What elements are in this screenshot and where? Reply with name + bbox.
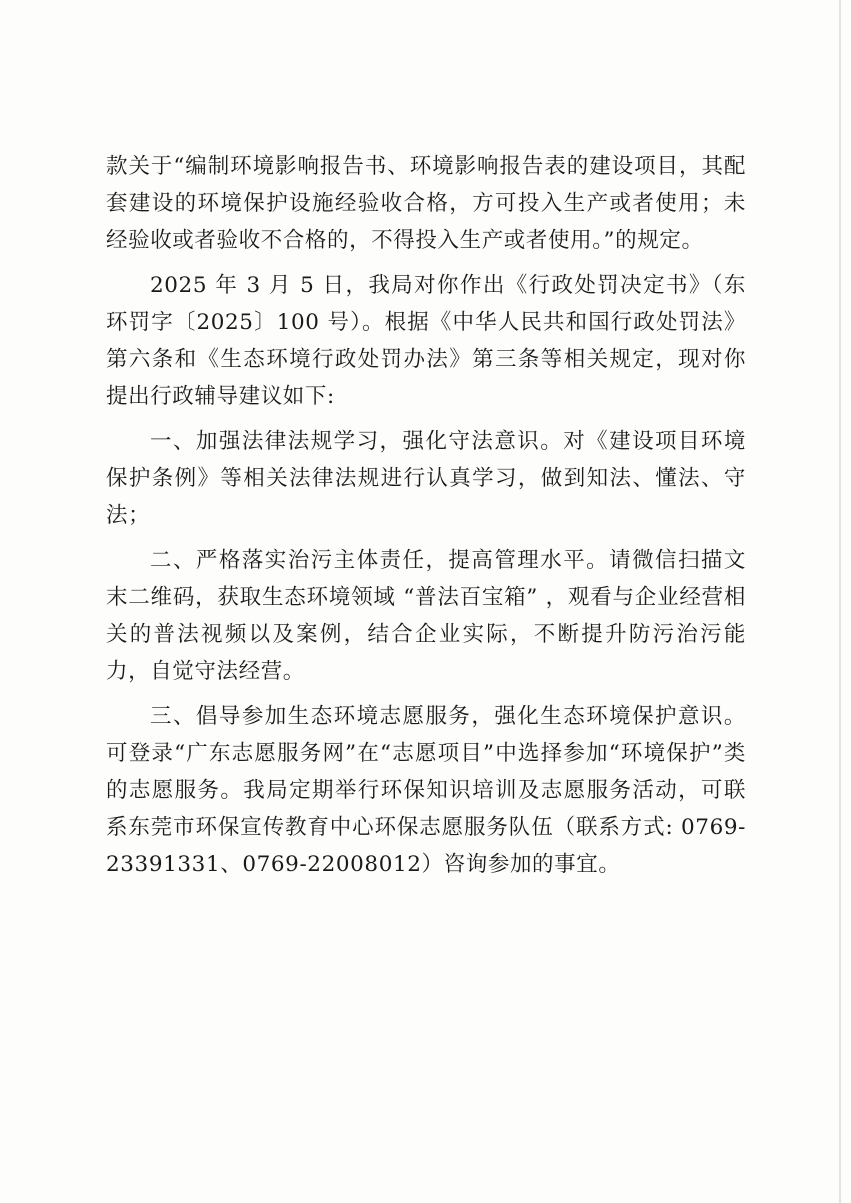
- paragraph-continuation: 款关于“编制环境影响报告书、环境影响报告表的建设项目，其配套建设的环境保护设施经验收合格，方可投入生产或者使用；未经验收或者验收不合格的，不得投入生产或者使用。”的规定。: [106, 154, 746, 253]
- paragraph-penalty-decision: 2025 年 3 月 5 日，我局对你作出《行政处罚决定书》（东环罚字〔2025〕100 号）。根据《中华人民共和国行政处罚法》第六条和《生态环境行政处罚办法》第三条等相关规定，现对你提出行政辅导建议如下:: [106, 273, 746, 409]
- scan-edge-line: [839, 0, 841, 1203]
- document-body: [106, 148, 746, 883]
- paragraph-suggestion-3: 三、倡导参加生态环境志愿服务，强化生态环境保护意识。可登录“广东志愿服务网”在“志愿项目”中选择参加“环境保护”类的志愿服务。我局定期举行环保知识培训及志愿服务活动，可联系东莞市环保宣传教育中心环保志愿服务队伍（联系方式: 0769-23391331、0769-22008012）咨询参加的事宜。: [106, 704, 746, 877]
- paragraph-suggestion-1: 一、加强法律法规学习，强化守法意识。对《建设项目环境保护条例》等相关法律法规进行认真学习，做到知法、懂法、守法；: [106, 429, 746, 528]
- paragraph-suggestion-2: 二、严格落实治污主体责任，提高管理水平。请微信扫描文末二维码，获取生态环境领域 “普法百宝箱” ，观看与企业经营相关的普法视频以及案例，结合企业实际，不断提升防污治污能力，自觉守法经营。: [106, 548, 746, 684]
